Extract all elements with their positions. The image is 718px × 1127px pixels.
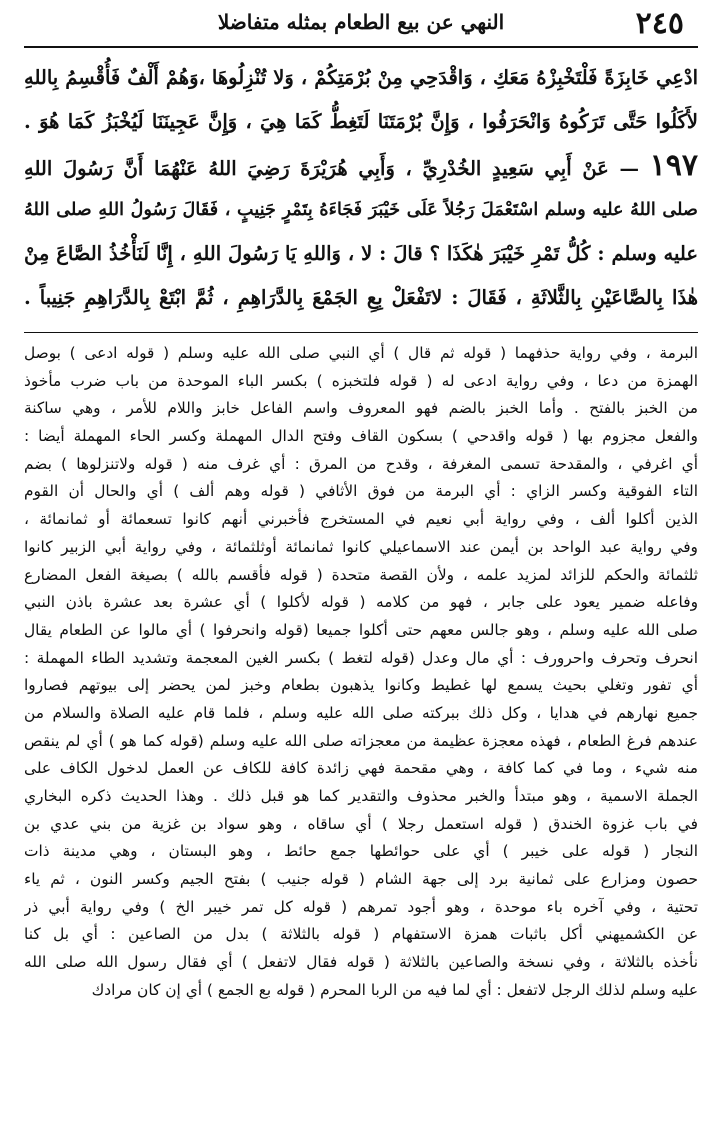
hadith-line: هٰذَا بِالصَّاعَيْنِ بِالثَّلاثَةِ ، فَقَالَ : لاتَفْعَلْ بِعِ الجَمْعَ بِالدَّرَاهِمِ ، ثُمَّ ابْتَعْ بِالدَّرَاهِمِ جَنِيباً . (24, 286, 698, 309)
hadith-line: عليه وسلم : كُلُّ تَمْرِ خَيْبَرَ هٰكَذَا ؟ قالَ : لا ، وَاللهِ يَا رَسُولَ اللهِ ، إِنَّا لَنَأْخُذُ الصَّاعَ مِنْ (24, 242, 698, 265)
commentary-line: أي تفور وتغلي بحيث يسمع لها غطيط وكانوا يذهبون بطعام وخبز لمن يحضر إلى بيوتهم فصاروا (24, 676, 698, 695)
commentary-separator (24, 332, 698, 333)
running-title: النهي عن بيع الطعام بمثله متفاضلا (217, 10, 505, 34)
commentary-line: منه شيء ، وما في كما كافة ، وهي مقحمة فهي زائدة كافة للكاف عن العمل لدخول الكاف على (24, 759, 698, 778)
commentary-line: عليه وسلم لذلك الرجل لاتفعل : أي لما فيه من الربا المحرم ( قوله بع الجمع ) أي إن كان مرادك (91, 980, 698, 999)
commentary-line: نأخذه بالثلاثة ، وفي نسخة والصاعين بالثلاثة ( قوله فقال لاتفعل ) أي فقال رسول الله صلى الله (24, 953, 698, 972)
commentary-line: ثلثمائة والحكم للزائد لمزيد علمه ، ولأن القصة متحدة ( قوله فأقسم بالله ) بصيغة الفعل المضارع (24, 565, 698, 584)
hadith-line: صلى اللهُ عليه وسلم اسْتَعْمَلَ رَجُلاً عَلَى خَيْبَرَ فَجَاءَهُ بِتَمْرٍ جَنِيبٍ ، فَقَالَ رَسُولُ اللهِ صلى اللهُ (24, 199, 698, 220)
commentary-line: النجار ( قوله على خيبر ) أي على حوائطها جمع حائط ، وهو البستان ، وهي مدينة ذات (24, 842, 698, 861)
hadith-line-text: — عَنْ أَبِي سَعِيدٍ الخُدْرِيِّ ، وَأَبِي هُرَيْرَةَ رَضِيَ اللهُ عَنْهُمَا أَنَّ رَسُولَ اللهِ (24, 157, 639, 180)
hadith-line: لأَكَلُوا حَتَّى تَرَكُوهُ وَانْحَرَفُوا ، وَإِنَّ بُرْمَتَنَا لَتَغِطُّ كَمَا هِيَ ، وَإِنَّ عَجِينَنَا لَيُخْبَزُ كَمَا هُوَ . (24, 110, 698, 133)
header-rule (24, 46, 698, 48)
commentary-line: أي اغرفي ، والمقدحة تسمى المغرفة ، وقدح من المرق : أي غرف منه ( قوله ولاتنزلوها ) بضم (24, 454, 698, 473)
commentary-line: صلى الله عليه وسلم ، وهو جالس معهم حتى أكلوا جميعا (قوله وانحرفوا ) أي مالوا عن الطعام يقال (24, 620, 698, 639)
commentary-line: عندهم فرغ الطعام ، فهذه معجزة عظيمة من معجزاته صلى الله عليه وسلم (قوله كما هو ) أي لم ينقص (24, 731, 698, 750)
commentary-line: الهمزة من دعا ، وفي رواية ادعى له ( قوله فلتخبزه ) بكسر الباء الموحدة من باب ضرب مأخوذ (24, 371, 698, 390)
commentary-line: جميع نهارهم في هدايا ، وكل ذلك ببركته صلى الله عليه وسلم ، فلما قام عليه الصلاة والسلام من (24, 703, 698, 722)
commentary-text (24, 340, 698, 1120)
commentary-line: حصون ومزارع على ثمانية برد إلى جهة الشام ( قوله جنيب ) بفتح الجيم وكسر النون ، ثم ياء (24, 870, 698, 889)
commentary-line: والفعل مجزوم بها ( قوله واقدحي ) بسكون القاف وفتح الدال المهملة وكسر الحاء المهملة أيضا : (24, 427, 698, 446)
commentary-line: الجملة الاسمية ، وهو مبتدأ والخبر محذوف والتقدير كما هو قبل ذلك . وهذا الحديث ذكره البخاري (24, 787, 698, 805)
hadith-number: ١٩٧ (649, 148, 698, 183)
commentary-line: عن الكشميهني أكل باثبات همزة الاستفهام ( قوله بالثلاثة ) بدل من الصاعين : أي بل كنا (24, 925, 698, 944)
hadith-line: ادْعِي خَابِزَةً فَلْتَخْبِزْهُ مَعَكِ ، وَاقْدَحِي مِنْ بُرْمَتِكُمْ ، وَلا تُنْزِلُوهَا ،وَهُمْ أَلْفٌ فَأُقْسِمُ بِاللهِ (24, 66, 698, 89)
commentary-line: التاء الفوقية وكسر الزاي : أي البرمة من فوق الأثافي ( قوله وهم ألف ) أي والحال أن القوم (24, 482, 698, 501)
commentary-line: من الخبز بالفتح . وأما الخبز بالضم فهو المعروف واسم الفاعل خابز واللام للأمر ، وهي ساكنة (24, 399, 698, 418)
page-header (24, 4, 698, 44)
hadith-line (24, 144, 698, 188)
commentary-line: في باب غزوة الخندق ( قوله استعمل رجلا ) أي ساقاه ، وهو سواد بن غزية من بني عدي بن (24, 814, 698, 833)
commentary-line: البرمة ، وفي رواية حذفهما ( قوله ثم قال ) أي النبي صلى الله عليه وسلم ( قوله ادعى ) بوصل (24, 344, 698, 362)
commentary-line: وفاعله ضمير يعود على جابر ، فهو من كلامه ( قوله لأكلوا ) أي عشرة بعد عشرة باذن النبي (24, 593, 698, 612)
page-number: ٢٤٥ (635, 6, 684, 41)
commentary-line: الذين أكلوا ألف ، وفي رواية أبي نعيم في المستخرج فأخبرني أنهم كانوا تسعمائة أو ثمانمائة ، (24, 510, 698, 529)
commentary-line: وفي رواية عبد الواحد بن أيمن عند الاسماعيلي كانوا ثمانمائة أوثلثمائة ، وفي رواية أبي الزبير كانوا (24, 537, 698, 556)
commentary-line: انحرف وتحرف واحرورف : أي مال وعدل (قوله لتغط ) بكسر الغين المعجمة وتشديد الطاء المهملة : (24, 648, 698, 667)
hadith-text (24, 56, 698, 324)
commentary-line: تحتية ، وفي آخره باء موحدة ، وهو أجود تمرهم ( قوله كل تمر خيبر الخ ) وفي رواية أبي ذر (24, 897, 698, 916)
